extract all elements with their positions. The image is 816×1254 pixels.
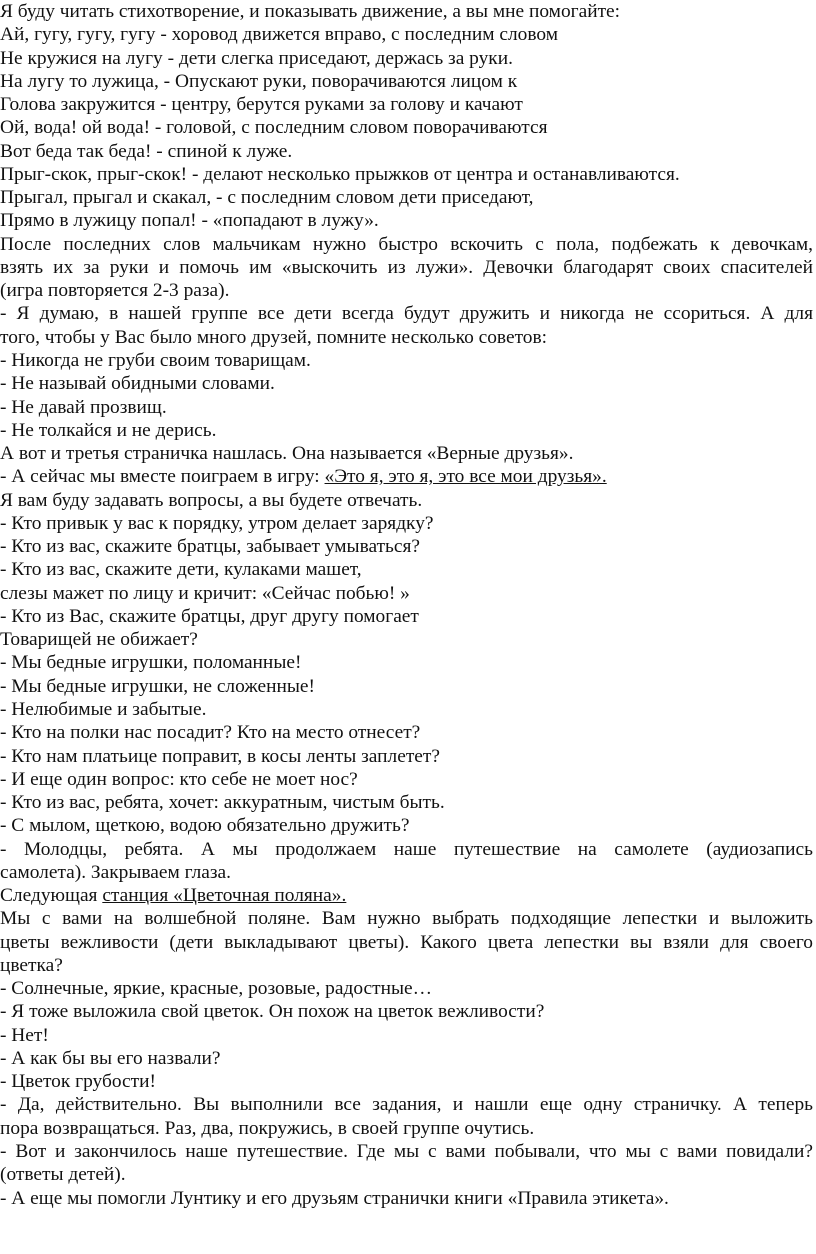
text-line: Прыгал, прыгал и скакал, - с последним словом дети приседают, [0,187,534,209]
text-line: После последних слов мальчикам нужно быстро вскочить с пола, подбежать к девочкам, [0,233,813,255]
text-line: пора возвращаться. Раз, два, покружись, в своей группе очутись. [0,1117,535,1139]
text-line [0,465,813,488]
text-line: (игра повторяется 2-3 раза). [0,280,230,302]
text-line: - Не толкайся и не дерись. [0,419,217,441]
text-line: Я буду читать стихотворение, и показывать движение, а вы мне помогайте: [0,1,621,22]
text-line: - С мылом, щеткою, водою обязательно дружить? [0,815,410,837]
underlined-text: станция «Цветочная поляна». [102,885,347,907]
text-line: Прямо в лужицу попал! - «попадают в лужу». [0,210,379,232]
underlined-text: «Это я, это я, это все мои друзья». [324,466,607,488]
text-line: цветка? [0,954,63,976]
text-line: слезы мажет по лицу и кричит: «Сейчас побью! » [0,582,410,604]
text-line: Ай, гугу, гугу, гугу - хоровод движется вправо, с последним словом [0,24,558,46]
text-line: - Мы бедные игрушки, поломанные! [0,652,302,674]
text-line: - Нелюбимые и забытые. [0,698,207,720]
text-line: - Кто из вас, ребята, хочет: аккуратным, чистым быть. [0,792,445,814]
text-run: - А сейчас мы вместе поиграем в игру: [0,466,325,488]
text-line: - Не давай прозвищ. [0,396,167,418]
text-line: (ответы детей). [0,1164,126,1186]
text-run: Следующая [0,885,103,907]
text-line: - Да, действительно. Вы выполнили все задания, и нашли еще одну страничку. А теперь [0,1094,813,1116]
text-line: - Кто на полки нас посадит? Кто на место отнесет? [0,722,421,744]
text-line: Я вам буду задавать вопросы, а вы будете отвечать. [0,489,423,511]
text-line: - Молодцы, ребята. А мы продолжаем наше путешествие на самолете (аудиозапись [0,838,813,860]
text-line: На лугу то лужица, - Опускают руки, поворачиваются лицом к [0,70,518,92]
text-line: Мы с вами на волшебной поляне. Вам нужно выбрать подходящие лепестки и выложить [0,908,813,930]
text-line: - И еще один вопрос: кто себе не моет нос? [0,768,358,790]
text-line: Вот беда так беда! - спиной к луже. [0,140,293,162]
text-line: - Вот и закончилось наше путешествие. Где мы с вами побывали, что мы с вами повидали? [0,1141,813,1163]
text-line: - Цветок грубости! [0,1071,156,1093]
text-line: - Кто привык у вас к порядку, утром делает зарядку? [0,512,434,534]
text-line: - Кто из вас, скажите братцы, забывает умываться? [0,536,421,558]
text-line: - А еще мы помогли Лунтику и его друзьям странички книги «Правила этикета». [0,1187,669,1209]
text-line: - Солнечные, яркие, красные, розовые, радостные… [0,978,433,1000]
text-line: Голова закружится - центру, берутся руками за голову и качают [0,94,523,116]
text-line: самолета). Закрываем глаза. [0,861,231,883]
text-line: - Никогда не груби своим товарищам. [0,349,311,371]
text-line: того, чтобы у Вас было много друзей, помните несколько советов: [0,326,548,348]
text-line: - Нет! [0,1024,49,1046]
text-line: - А как бы вы его назвали? [0,1047,221,1069]
text-line: Товарищей не обижает? [0,629,198,651]
text-line: - Я думаю, в нашей группе все дети всегда будут дружить и никогда не ссориться. А для [0,303,813,325]
text-line: Прыг-скок, прыг-скок! - делают несколько прыжков от центра и останавливаются. [0,163,680,185]
text-line: цветы вежливости (дети выкладывают цветы). Какого цвета лепестки вы взяли для своего [0,931,813,953]
text-line: Ой, вода! ой вода! - головой, с последним словом поворачиваются [0,117,548,139]
text-line: - Я тоже выложила свой цветок. Он похож на цветок вежливости? [0,1001,545,1023]
text-line: - Кто из Вас, скажите братцы, друг другу помогает [0,605,419,627]
text-line: - Не называй обидными словами. [0,373,275,395]
text-line: - Кто нам платьице поправит, в косы ленты заплетет? [0,745,440,767]
text-line: взять их за руки и помочь им «выскочить из лужи». Девочки благодарят своих спасителей [0,256,813,278]
text-line: А вот и третья страничка нашлась. Она называется «Верные друзья». [0,443,574,465]
text-line: Не кружися на лугу - дети слегка приседают, держась за руки. [0,47,513,69]
text-line: - Мы бедные игрушки, не сложенные! [0,675,315,697]
text-line [0,884,813,907]
text-line: - Кто из вас, скажите дети, кулаками машет, [0,559,362,581]
